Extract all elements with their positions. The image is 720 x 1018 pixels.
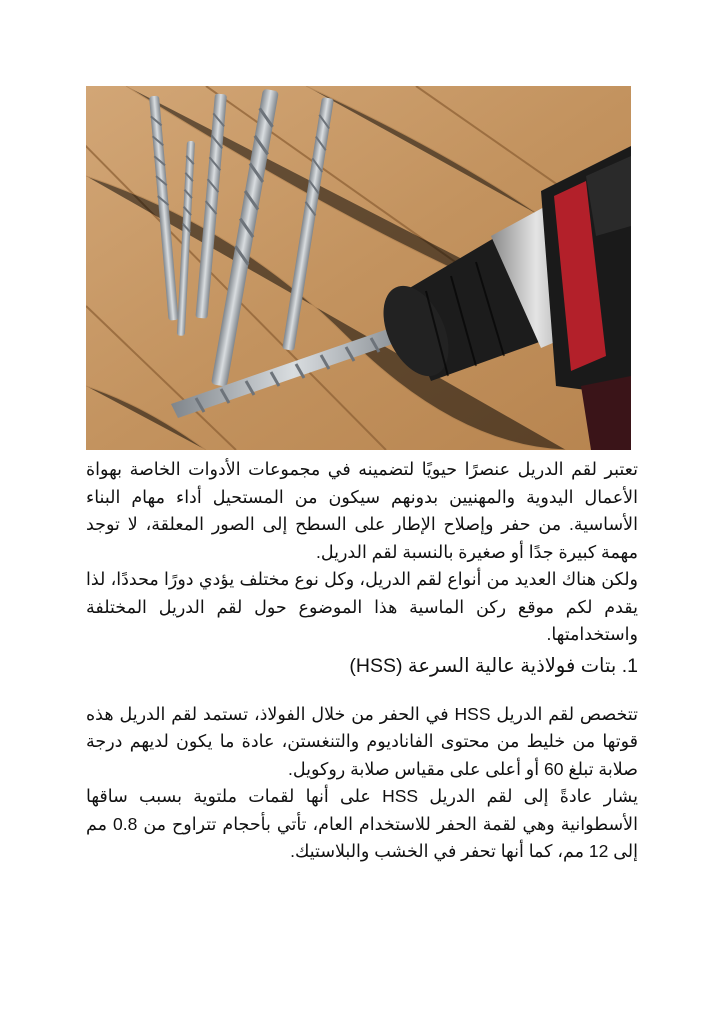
drill-bits-photo <box>86 86 631 450</box>
spacer <box>86 683 638 701</box>
intro-paragraph: تعتبر لقم الدريل عنصرًا حيويًا لتضمينه في مجموعات الأدوات الخاصة بهواة الأعمال اليدوية والمهنيين بدونهم سيكون من المستحيل أداء مهام البناء الأساسية. من حفر وإصلاح الإطار على السطح إلى الصور المعلقة، لا توجد مهمة كبيرة جدًا أو صغيرة بالنسبة لقم الدريل. <box>86 459 638 562</box>
drill-with-bits-image <box>86 86 631 450</box>
types-paragraph: ولكن هناك العديد من أنواع لقم الدريل، وكل نوع مختلف يؤدي دورًا محددًا، لذا يقدم لكم موقع ركن الماسية هذا الموضوع حول لقم الدريل المختلفة واستخدامتها. <box>86 569 638 644</box>
hss-description-paragraph: تتخصص لقم الدريل HSS في الحفر من خلال الفولاذ، تستمد لقم الدريل هذه قوتها من خليط من محتوى الفاناديوم والتنغستن، عادة ما يكون لديهم درجة صلابة تبلغ 60 أو أعلى على مقياس صلابة روكويل. <box>86 703 638 779</box>
hss-usage-paragraph: يشار عادةً إلى لقم الدريل HSS على أنها لقمات ملتوية بسبب ساقها الأسطوانية وهي لقمة الحفر للاستخدام العام، تأتي بأحجام تتراوح من 0.8 مم إلى 12 مم، كما أنها تحفر في الخشب والبلاستيك. <box>86 786 638 861</box>
section-heading-hss: 1. بتات فولاذية عالية السرعة (HSS) <box>349 654 638 677</box>
article-text <box>86 456 638 866</box>
